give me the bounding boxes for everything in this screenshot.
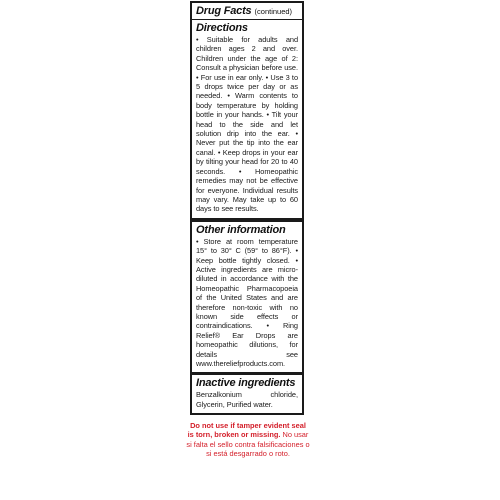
continued-label: (continued): [254, 7, 293, 16]
directions-text: • Suitable for adults and children ages 2 and over. Children under the age of 2: Consult a physician before use. • For use in ear only. • Use 3 to 5 drops twice per day or as needed. • Warm contents to body temperature by holding bottle in your hands. • Tilt your head to the side and let solution drip into the ear. • Never put the tip into the ear canal. • Keep drops in your ear by tilting your head for 20 to 40 seconds. • Homeopathic remedies may not be effective for everyone. Individual results may vary. May take up to 60 days to see results.: [196, 35, 298, 214]
drug-facts-panel: [186, 0, 314, 500]
tamper-warning-english: Do not use if tamper evident seal is torn, broken or missing.: [187, 421, 306, 440]
drug-facts-title: Drug Facts: [196, 5, 252, 17]
tamper-warning-spanish: No usar si falta el sello contra falsificaciones o si está desgarrado o roto.: [186, 430, 310, 458]
other-information-heading: Other information: [196, 223, 286, 236]
inactive-ingredients-text: Benzalkonium chloride, Glycerin, Purified water.: [196, 390, 298, 409]
tamper-warning: [186, 421, 310, 458]
directions-heading: Directions: [196, 22, 248, 34]
inactive-ingredients-heading: Inactive ingredients: [196, 377, 296, 390]
drug-facts-title-row: [192, 3, 302, 20]
other-information-text: • Store at room temperature 15° to 30° C (59° to 86°F). • Keep bottle tightly closed. • Active ingredients are micro-diluted in accordance with the Homeopathic Pharmacopoeia of the United States and are therefore non-toxic with no known side effects or contraindications. • Ring Relief® Ear Drops are homeopathic dilutions, for details see www.thereliefproducts.com.: [196, 236, 298, 368]
drug-facts-box: [190, 1, 304, 415]
